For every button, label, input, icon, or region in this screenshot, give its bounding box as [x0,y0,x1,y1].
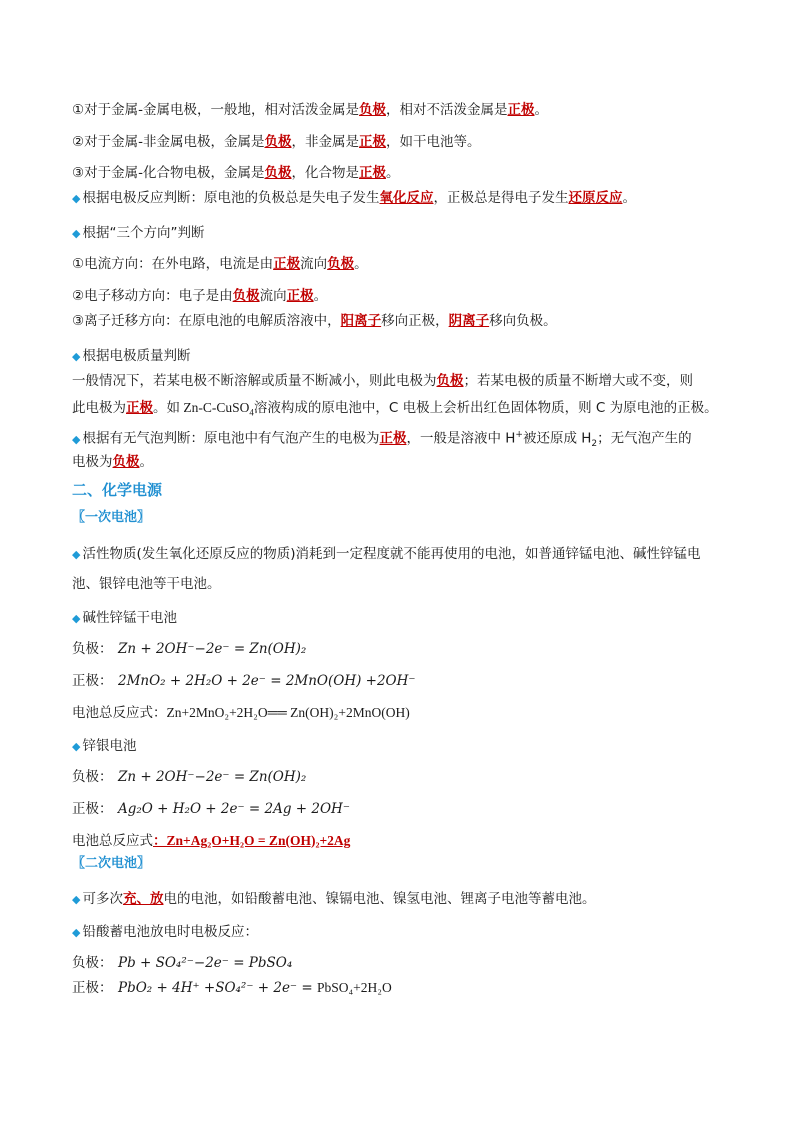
text-line [72,452,153,472]
text: ，正极总是得电子发生 [433,190,569,206]
equation-line [72,799,350,819]
answer: 正极 [507,102,535,118]
text: ，如干电池等。 [385,134,481,150]
equation: 2MnO₂ + 2H₂O + 2e⁻ = 2MnO(OH) +2OH⁻ [118,673,416,689]
text: 电极为 [72,454,113,470]
text: ，一般是溶液中 H [406,430,516,447]
text: 根据电极质量判断 [82,348,191,364]
text: 可多次 [82,891,123,907]
answer: 负极 [264,134,292,150]
subsection-heading: 〖一次电池〗 [72,510,151,525]
text: 移向正极， [381,313,449,329]
text: 。 [385,165,400,181]
equation: PbO₂ + 4H⁺ +SO₄²⁻ + 2e⁻ = [118,980,317,996]
text-line [72,371,693,391]
text: ，相对不活泼金属是 [385,102,508,118]
text: 。 [354,256,368,272]
diamond-bullet-icon: ◆ [72,612,81,625]
text: ③离子迁移方向：在原电池的电解质溶液中， [72,313,341,329]
text: 。 [313,288,328,304]
text-line [72,286,327,306]
text-line [72,311,557,331]
answer: 正极 [126,400,153,416]
text: 电的电池，如铅酸蓄电池、镍镉电池、镍氢电池、锂离子电池等蓄电池。 [163,891,596,907]
answer: 氧化反应 [379,190,434,206]
subscript: 2 [591,439,598,450]
diamond-bullet-icon: ◆ [72,740,81,753]
section-heading: 二、化学电源 [72,481,163,499]
text-line [72,254,368,274]
text-line [72,736,136,757]
text-line [72,608,177,629]
text-line [72,223,204,244]
text-line [72,398,718,423]
answer: 负极 [436,373,464,389]
text-line [72,163,399,183]
answer: ：Zn+Ag₂O+H₂O = Zn(OH)₂+2Ag [153,833,351,848]
text: ，化合物是 [291,165,359,181]
answer: 阳离子 [340,313,382,329]
text-line [72,425,692,454]
text: 此电极为 [72,400,126,416]
equation: Zn + 2OH⁻−2e⁻ = Zn(OH)₂ [118,769,307,785]
text-line [72,831,350,851]
text: 锌银电池 [82,738,137,754]
text: ③对于金属-化合物电极，金属是 [72,165,265,181]
text: 溶液构成的原电池中，C 电极上会析出红色固体物质，则 C 为原电池的正极。 [253,400,718,416]
label: 正极： [72,673,113,689]
diamond-bullet-icon: ◆ [72,227,81,240]
diamond-bullet-icon: ◆ [72,548,81,561]
answer: 正极 [273,256,301,272]
equation: PbSO₄+2H₂O [316,980,392,995]
answer: 正极 [379,430,407,447]
text: ①电流方向：在外电路，电流是由 [72,256,274,272]
text: 根据电极反应判断：原电池的负极总是失电子发生 [82,190,380,206]
answer: 负极 [232,288,260,304]
equation-line [72,953,292,973]
text: 根据“三个方向”判断 [82,225,205,241]
answer: 正极 [358,165,386,181]
answer: 负极 [112,454,140,470]
text: 一般情况下，若某电极不断溶解或质量不断减小，则此电极为 [72,373,437,389]
subsection-heading: 〖二次电池〗 [72,856,151,871]
subscript: 4 [249,407,254,418]
text: 铅酸蓄电池放电时电极反应： [82,924,258,940]
text-line [72,544,701,565]
text: 。 [622,190,636,206]
text: ；无气泡产生的 [597,430,692,447]
equation-line [72,639,306,659]
text: 碱性锌锰干电池 [82,610,177,626]
text: 被还原成 H [522,430,592,447]
text-line: 电池总反应式：Zn+2MnO₂+2H₂O══ Zn(OH)₂+2MnO(OH) [72,705,410,720]
text: ①对于金属-金属电极，一般地，相对活泼金属是 [72,102,359,118]
text-line [72,188,636,209]
text: 电池总反应式 [72,833,153,849]
text-line [72,100,548,120]
answer: 负极 [264,165,292,181]
answer: 阴离子 [448,313,490,329]
diamond-bullet-icon: ◆ [72,926,81,939]
text: ，非金属是 [291,134,359,150]
answer: 还原反应 [568,190,623,206]
text: ②对于金属-非金属电极，金属是 [72,134,265,150]
answer: 正极 [286,288,314,304]
text: 。 [534,102,548,118]
diamond-bullet-icon: ◆ [72,893,81,906]
diamond-bullet-icon: ◆ [72,432,81,446]
answer: 负极 [327,256,355,272]
equation-line [72,671,416,691]
text-line: 池、银锌电池等干电池。 [72,576,221,592]
answer: 充、放 [122,891,164,907]
answer: 负极 [358,102,386,118]
label: 负极： [72,769,113,785]
text: 根据有无气泡判断：原电池中有气泡产生的电极为 [82,430,380,447]
label: 负极： [72,641,113,657]
equation: Ag₂O + H₂O + 2e⁻ = 2Ag + 2OH⁻ [118,801,350,817]
answer: 正极 [358,134,386,150]
label: 负极： [72,955,113,971]
text-line [72,922,258,943]
text-line [72,346,190,367]
text: 流向 [300,256,328,272]
text-line [72,889,595,910]
diamond-bullet-icon: ◆ [72,192,81,205]
label: 正极： [72,801,113,817]
text-line [72,132,480,152]
equation: Pb + SO₄²⁻−2e⁻ = PbSO₄ [118,955,293,971]
text: 。如 Zn-C-CuSO [153,400,250,415]
equation-line [72,978,392,998]
superscript: + [515,430,523,440]
text: ②电子移动方向：电子是由 [72,288,233,304]
text: 移向负极。 [489,313,557,329]
diamond-bullet-icon: ◆ [72,350,81,363]
equation-line [72,767,306,787]
equation: Zn + 2OH⁻−2e⁻ = Zn(OH)₂ [118,641,307,657]
label: 正极： [72,980,113,996]
text: 。 [139,454,153,470]
text: ；若某电极的质量不断增大或不变，则 [463,373,693,389]
text: 活性物质(发生氧化还原反应的物质)消耗到一定程度就不能再使用的电池，如普通锌锰电池、碱性锌锰电 [82,546,701,562]
text: 流向 [259,288,287,304]
